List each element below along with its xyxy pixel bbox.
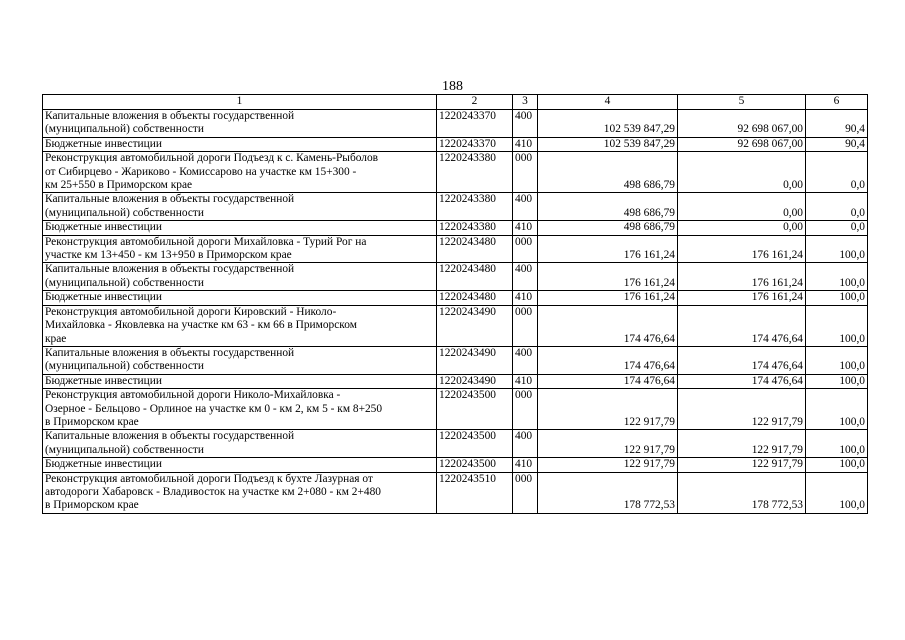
row-col5-cell: 0,00: [678, 221, 806, 235]
row-type-cell: 410: [513, 458, 538, 472]
row-name-line: Бюджетные инвестиции: [45, 374, 162, 387]
row-col5-cell: 122 917,79: [678, 389, 806, 430]
row-name-cell: [43, 458, 437, 472]
row-name-cell: [43, 472, 437, 513]
header-cell-2: 2: [437, 95, 513, 110]
row-name-cell: [43, 110, 437, 138]
row-name-line: Михайловка - Яковлевка на участке км 63 - км 66 в Приморском: [45, 319, 357, 332]
row-code-cell: 1220243380: [437, 152, 513, 193]
row-type-cell: 400: [513, 430, 538, 458]
row-name-line: Реконструкция автомобильной дороги Кировский - Николо-: [45, 305, 337, 318]
row-col6-cell: 0,0: [806, 221, 868, 235]
row-name-line: крае: [45, 332, 67, 345]
row-name-line: Капитальные вложения в объекты государственной: [45, 346, 295, 359]
table-row: [43, 193, 868, 221]
row-col4-cell: 174 476,64: [538, 346, 678, 374]
row-code-cell: 1220243490: [437, 346, 513, 374]
table-body: [43, 95, 868, 514]
row-col6-cell: 100,0: [806, 458, 868, 472]
row-name-line: в Приморском крае: [45, 499, 139, 512]
row-col5-cell: 92 698 067,00: [678, 110, 806, 138]
row-col4-cell: 122 917,79: [538, 389, 678, 430]
row-type-cell: 400: [513, 110, 538, 138]
row-col4-cell: 178 772,53: [538, 472, 678, 513]
row-type-cell: 410: [513, 137, 538, 151]
row-name-line: Реконструкция автомобильной дороги Михайловка - Турий Рог на: [45, 235, 367, 248]
header-cell-5: 5: [678, 95, 806, 110]
row-name-line: Реконструкция автомобильной дороги Николо-Михайловка -: [45, 389, 341, 402]
row-name-line: (муниципальной) собственности: [45, 206, 204, 219]
row-code-cell: 1220243380: [437, 221, 513, 235]
row-name-cell: [43, 221, 437, 235]
row-type-cell: 000: [513, 389, 538, 430]
row-col4-cell: 174 476,64: [538, 305, 678, 346]
table-row: [43, 472, 868, 513]
row-type-cell: 400: [513, 346, 538, 374]
row-name-cell: [43, 193, 437, 221]
row-col6-cell: 100,0: [806, 346, 868, 374]
row-name-line: Бюджетные инвестиции: [45, 458, 162, 471]
row-name-line: Капитальные вложения в объекты государственной: [45, 430, 295, 443]
row-code-cell: 1220243480: [437, 291, 513, 305]
table-row: [43, 221, 868, 235]
row-code-cell: 1220243500: [437, 430, 513, 458]
row-name-line: (муниципальной) собственности: [45, 443, 204, 456]
row-name-cell: [43, 389, 437, 430]
row-type-cell: 000: [513, 472, 538, 513]
row-name-line: Бюджетные инвестиции: [45, 137, 162, 150]
row-name-cell: [43, 152, 437, 193]
table-row: [43, 346, 868, 374]
row-type-cell: 000: [513, 235, 538, 263]
row-code-cell: 1220243370: [437, 110, 513, 138]
table-row: [43, 374, 868, 388]
row-type-cell: 000: [513, 152, 538, 193]
row-code-cell: 1220243490: [437, 374, 513, 388]
row-name-cell: [43, 291, 437, 305]
row-name-line: от Сибирцево - Жариково - Комиссарово на участке км 15+300 -: [45, 165, 357, 178]
row-code-cell: 1220243480: [437, 263, 513, 291]
row-name-cell: [43, 263, 437, 291]
row-name-cell: [43, 305, 437, 346]
row-col6-cell: 100,0: [806, 235, 868, 263]
row-col6-cell: 100,0: [806, 291, 868, 305]
row-col6-cell: 100,0: [806, 472, 868, 513]
row-col6-cell: 90,4: [806, 137, 868, 151]
row-type-cell: 400: [513, 263, 538, 291]
row-col6-cell: 100,0: [806, 430, 868, 458]
row-name-line: Реконструкция автомобильной дороги Подъезд к с. Камень-Рыболов: [45, 152, 379, 165]
row-col4-cell: 498 686,79: [538, 221, 678, 235]
row-col4-cell: 176 161,24: [538, 291, 678, 305]
row-col6-cell: 100,0: [806, 374, 868, 388]
row-name-line: Озерное - Бельцово - Орлиное на участке км 0 - км 2, км 5 - км 8+250: [45, 402, 383, 415]
row-name-cell: [43, 346, 437, 374]
row-name-line: Бюджетные инвестиции: [45, 221, 162, 234]
row-type-cell: 410: [513, 221, 538, 235]
table-row: [43, 430, 868, 458]
row-col5-cell: 178 772,53: [678, 472, 806, 513]
row-col5-cell: 174 476,64: [678, 374, 806, 388]
table-row: [43, 458, 868, 472]
row-col4-cell: 122 917,79: [538, 458, 678, 472]
row-name-line: Капитальные вложения в объекты государственной: [45, 193, 295, 206]
row-col6-cell: 100,0: [806, 389, 868, 430]
row-code-cell: 1220243510: [437, 472, 513, 513]
row-col4-cell: 122 917,79: [538, 430, 678, 458]
header-cell-1: 1: [43, 95, 437, 110]
table-row: [43, 389, 868, 430]
row-name-line: км 25+550 в Приморском крае: [45, 179, 193, 192]
table-row: [43, 152, 868, 193]
row-type-cell: 410: [513, 374, 538, 388]
header-cell-6: 6: [806, 95, 868, 110]
table-row: [43, 263, 868, 291]
row-name-cell: [43, 374, 437, 388]
row-type-cell: 000: [513, 305, 538, 346]
row-name-line: (муниципальной) собственности: [45, 123, 204, 136]
row-col6-cell: 0,0: [806, 193, 868, 221]
row-name-cell: [43, 235, 437, 263]
row-col4-cell: 498 686,79: [538, 193, 678, 221]
row-code-cell: 1220243370: [437, 137, 513, 151]
row-name-line: (муниципальной) собственности: [45, 360, 204, 373]
row-col5-cell: 122 917,79: [678, 430, 806, 458]
row-name-line: (муниципальной) собственности: [45, 276, 204, 289]
row-code-cell: 1220243480: [437, 235, 513, 263]
row-col5-cell: 176 161,24: [678, 291, 806, 305]
row-col6-cell: 90,4: [806, 110, 868, 138]
row-name-line: Капитальные вложения в объекты государственной: [45, 110, 295, 122]
row-col4-cell: 174 476,64: [538, 374, 678, 388]
row-col4-cell: 176 161,24: [538, 235, 678, 263]
row-name-line: участке км 13+450 - км 13+950 в Приморском крае: [45, 249, 292, 262]
table-row: [43, 305, 868, 346]
row-code-cell: 1220243500: [437, 458, 513, 472]
row-name-line: Реконструкция автомобильной дороги Подъезд к бухте Лазурная от: [45, 472, 373, 485]
row-col5-cell: 176 161,24: [678, 235, 806, 263]
row-col5-cell: 0,00: [678, 193, 806, 221]
table-row: [43, 235, 868, 263]
table-header-row: [43, 95, 868, 110]
row-col5-cell: 122 917,79: [678, 458, 806, 472]
row-code-cell: 1220243380: [437, 193, 513, 221]
row-col5-cell: 174 476,64: [678, 305, 806, 346]
row-col4-cell: 176 161,24: [538, 263, 678, 291]
row-name-line: в Приморском крае: [45, 415, 139, 428]
row-col5-cell: 176 161,24: [678, 263, 806, 291]
row-code-cell: 1220243490: [437, 305, 513, 346]
table-row: [43, 110, 868, 138]
row-name-cell: [43, 137, 437, 151]
row-col5-cell: 174 476,64: [678, 346, 806, 374]
page-number: 188: [442, 79, 463, 94]
header-cell-4: 4: [538, 95, 678, 110]
row-col5-cell: 92 698 067,00: [678, 137, 806, 151]
row-name-line: Бюджетные инвестиции: [45, 291, 162, 304]
row-col6-cell: 100,0: [806, 305, 868, 346]
row-col4-cell: 102 539 847,29: [538, 137, 678, 151]
row-code-cell: 1220243500: [437, 389, 513, 430]
budget-table: [42, 94, 868, 514]
row-name-line: автодороги Хабаровск - Владивосток на участке км 2+080 - км 2+480: [45, 485, 381, 498]
row-col5-cell: 0,00: [678, 152, 806, 193]
table-row: [43, 137, 868, 151]
row-name-cell: [43, 430, 437, 458]
table-row: [43, 291, 868, 305]
row-type-cell: 400: [513, 193, 538, 221]
row-col4-cell: 102 539 847,29: [538, 110, 678, 138]
row-col4-cell: 498 686,79: [538, 152, 678, 193]
row-col6-cell: 100,0: [806, 263, 868, 291]
row-col6-cell: 0,0: [806, 152, 868, 193]
row-name-line: Капитальные вложения в объекты государственной: [45, 263, 295, 276]
header-cell-3: 3: [513, 95, 538, 110]
row-type-cell: 410: [513, 291, 538, 305]
